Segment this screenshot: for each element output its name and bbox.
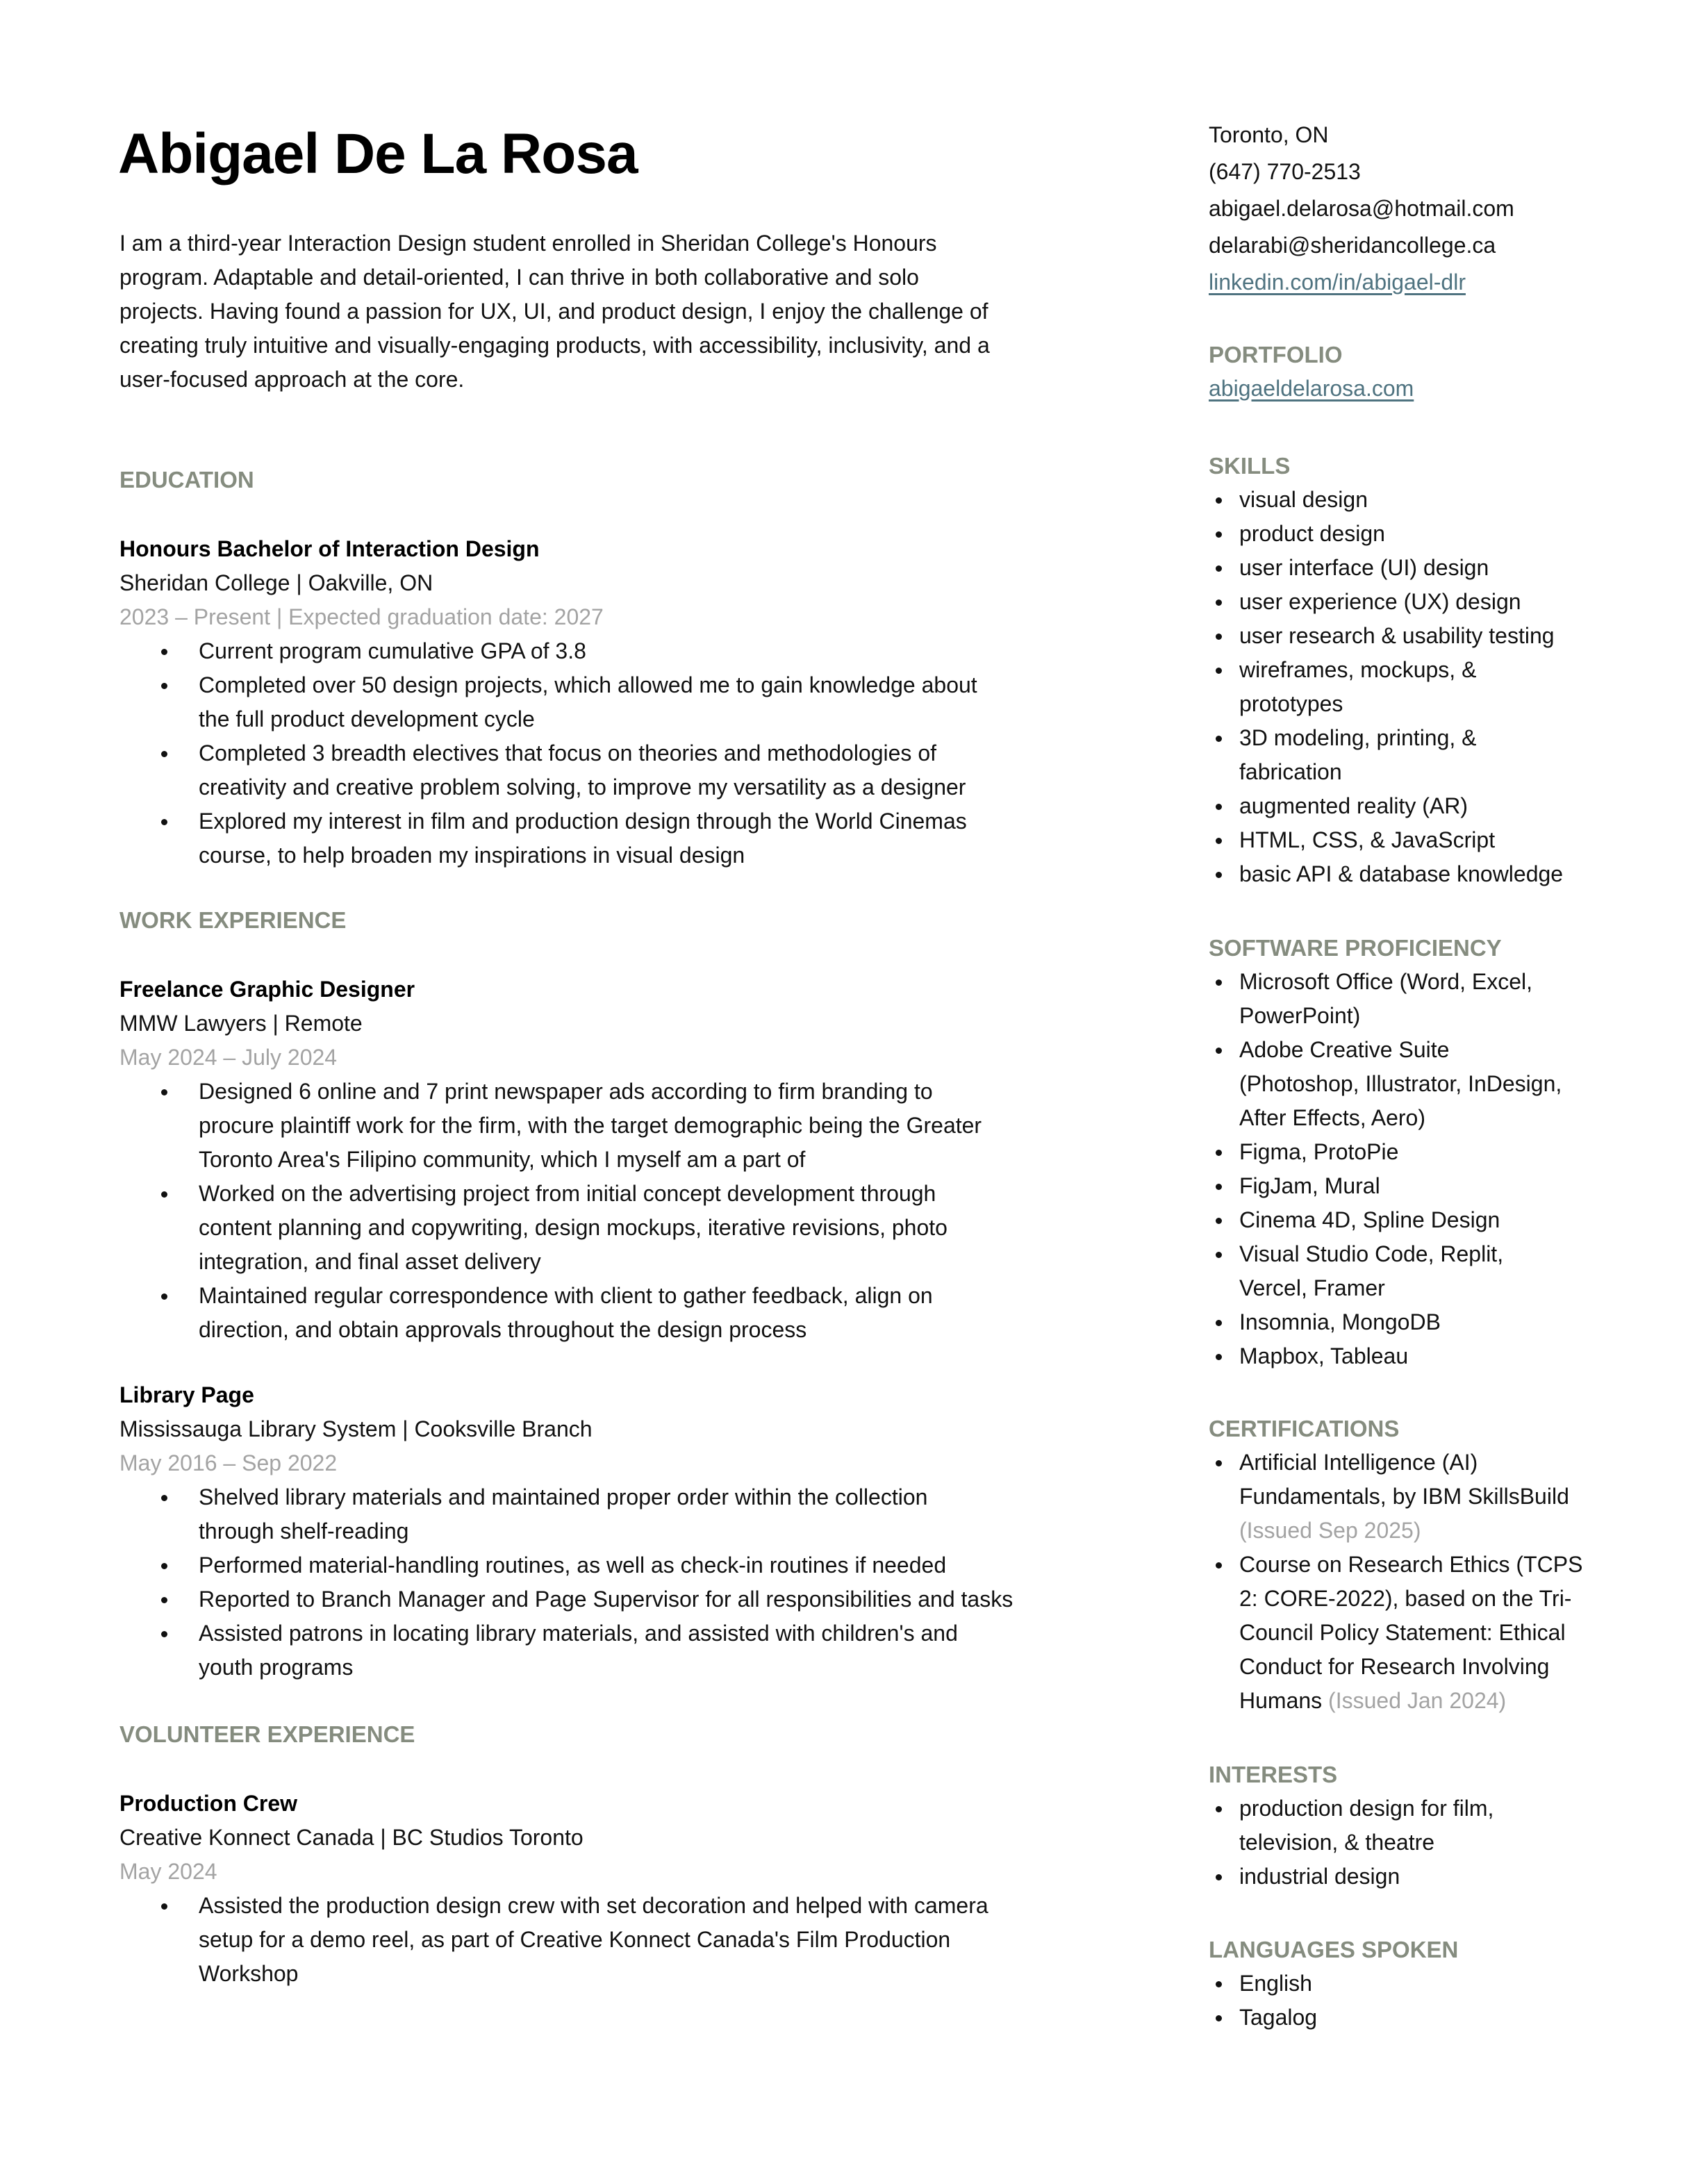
experience-entry [119,532,1106,872]
entry-organization: Sheridan College | Oakville, ON [119,570,433,595]
entry-organization: MMW Lawyers | Remote [119,1011,363,1036]
entry-title: Production Crew [119,1791,298,1816]
entry-dates: 2023 – Present | Expected graduation date: 2027 [119,604,604,629]
list-item: visual design [1209,483,1653,517]
section-heading: PORTFOLIO [1209,342,1343,367]
bullet-item: Designed 6 online and 7 print newspaper ads according to firm branding to procure plaintiff work for the firm, with the target demographic being the Greater Toronto Area's Filipino community, which I myself am a part of [119,1075,1106,1177]
phone: (647) 770-2513 [1209,159,1361,184]
bullet-item: Explored my interest in film and production design through the World Cinemas course, to help broaden my inspirations in visual design [119,804,1106,872]
list-item: Tagalog [1209,2001,1653,2035]
list-item: Adobe Creative Suite (Photoshop, Illustrator, InDesign, After Effects, Aero) [1209,1033,1653,1135]
bullet-item: Performed material-handling routines, as well as check-in routines if needed [119,1548,1106,1582]
section-heading: EDUCATION [119,467,254,493]
bullet-item: Completed over 50 design projects, which allowed me to gain knowledge about the full product development cycle [119,668,1106,736]
experience-entry [119,973,1106,1347]
bullet-item: Assisted the production design crew with set decoration and helped with camera setup for a demo reel, as part of Creative Konnect Canada's Film Production Workshop [119,1889,1106,1991]
list-item: user research & usability testing [1209,619,1653,653]
candidate-name: Abigael De La Rosa [118,122,638,185]
entry-title: Library Page [119,1382,254,1407]
list-item: Microsoft Office (Word, Excel, PowerPoint) [1209,965,1653,1033]
bullet-list [1209,1446,1653,1718]
section-heading: INTERESTS [1209,1762,1338,1787]
summary-paragraph: I am a third-year Interaction Design student enrolled in Sheridan College's Honours program. Adaptable and detail-oriented, I can thrive in both collaborative and solo projects. Having found a passion for UX, UI, and product design, I enjoy the challenge of creating truly intuitive and visually-engaging products, with accessibility, inclusivity, and a user-focused approach at the core. [119,231,990,392]
certification-item [1209,1548,1653,1718]
section-heading: SOFTWARE PROFICIENCY [1209,935,1502,961]
list-item: Cinema 4D, Spline Design [1209,1203,1653,1237]
entry-title: Freelance Graphic Designer [119,977,415,1002]
section-heading: LANGUAGES SPOKEN [1209,1937,1459,1962]
section-heading: VOLUNTEER EXPERIENCE [119,1721,415,1747]
list-item: production design for film, television, & theatre [1209,1792,1653,1860]
bullet-list [119,1075,1106,1347]
certifications-section [1209,1412,1653,1718]
list-item: basic API & database knowledge [1209,857,1653,891]
list-item: Figma, ProtoPie [1209,1135,1653,1169]
bullet-list [119,634,1106,872]
contact-info [1209,117,1653,301]
list-item: wireframes, mockups, & prototypes [1209,653,1653,721]
list-item: user experience (UX) design [1209,585,1653,619]
bullet-item: Reported to Branch Manager and Page Supervisor for all responsibilities and tasks [119,1582,1106,1616]
list-item: 3D modeling, printing, & fabrication [1209,721,1653,789]
linkedin-link[interactable]: linkedin.com/in/abigael-dlr [1209,270,1466,295]
bullet-item: Assisted patrons in locating library materials, and assisted with children's and youth programs [119,1616,1106,1685]
interests-section [1209,1757,1653,1894]
portfolio-link[interactable]: abigaeldelarosa.com [1209,376,1414,401]
entry-organization: Creative Konnect Canada | BC Studios Toronto [119,1825,584,1850]
email-personal[interactable]: abigael.delarosa@hotmail.com [1209,196,1514,221]
bullet-item: Shelved library materials and maintained proper order within the collection through shelf-reading [119,1480,1106,1548]
software-section [1209,931,1653,1373]
work-experience-section [119,903,1106,1716]
list-item: English [1209,1967,1653,2001]
bullet-item: Current program cumulative GPA of 3.8 [119,634,1106,668]
entry-dates: May 2016 – Sep 2022 [119,1450,338,1475]
entry-dates: May 2024 [119,1859,217,1884]
skills-section [1209,449,1653,891]
bullet-item: Maintained regular correspondence with client to gather feedback, align on direction, and obtain approvals throughout the design process [119,1279,1106,1347]
list-item: augmented reality (AR) [1209,789,1653,823]
portfolio-section [1209,338,1653,406]
bullet-item: Completed 3 breadth electives that focus on theories and methodologies of creativity and creative problem solving, to improve my versatility as a designer [119,736,1106,804]
volunteer-experience-section [119,1717,1106,2022]
list-item: Mapbox, Tableau [1209,1339,1653,1373]
certification-name: Course on Research Ethics (TCPS 2: CORE-2022), based on the Tri- Council Policy Statement: Ethical Conduct for Research Involving Humans [1239,1552,1583,1713]
section-heading: SKILLS [1209,453,1291,479]
languages-section [1209,1933,1653,2035]
certification-name: Artificial Intelligence (AI) Fundamentals, by IBM SkillsBuild [1239,1450,1569,1509]
list-item: FigJam, Mural [1209,1169,1653,1203]
certification-item [1209,1446,1653,1548]
list-item: product design [1209,517,1653,551]
list-item: HTML, CSS, & JavaScript [1209,823,1653,857]
section-heading: WORK EXPERIENCE [119,907,347,933]
experience-entry [119,1787,1106,1991]
bullet-list [1209,483,1653,891]
section-heading: CERTIFICATIONS [1209,1416,1400,1441]
location: Toronto, ON [1209,122,1329,147]
experience-entry [119,1378,1106,1685]
bullet-list [119,1889,1106,1991]
bullet-list [1209,1967,1653,2035]
entry-organization: Mississauga Library System | Cooksville Branch [119,1416,593,1441]
bullet-item: Worked on the advertising project from initial concept development through content planning and copywriting, design mockups, iterative revisions, photo integration, and final asset delivery [119,1177,1106,1279]
entry-dates: May 2024 – July 2024 [119,1045,338,1070]
certification-issued-date: (Issued Jan 2024) [1328,1688,1507,1713]
entry-title: Honours Bachelor of Interaction Design [119,536,540,561]
bullet-list [1209,965,1653,1373]
certification-issued-date: (Issued Sep 2025) [1239,1518,1421,1543]
email-school[interactable]: delarabi@sheridancollege.ca [1209,233,1496,258]
list-item: Insomnia, MongoDB [1209,1305,1653,1339]
education-section [119,463,1106,904]
bullet-list [1209,1792,1653,1894]
list-item: Visual Studio Code, Replit, Vercel, Framer [1209,1237,1653,1305]
bullet-list [119,1480,1106,1685]
list-item: user interface (UI) design [1209,551,1653,585]
list-item: industrial design [1209,1860,1653,1894]
